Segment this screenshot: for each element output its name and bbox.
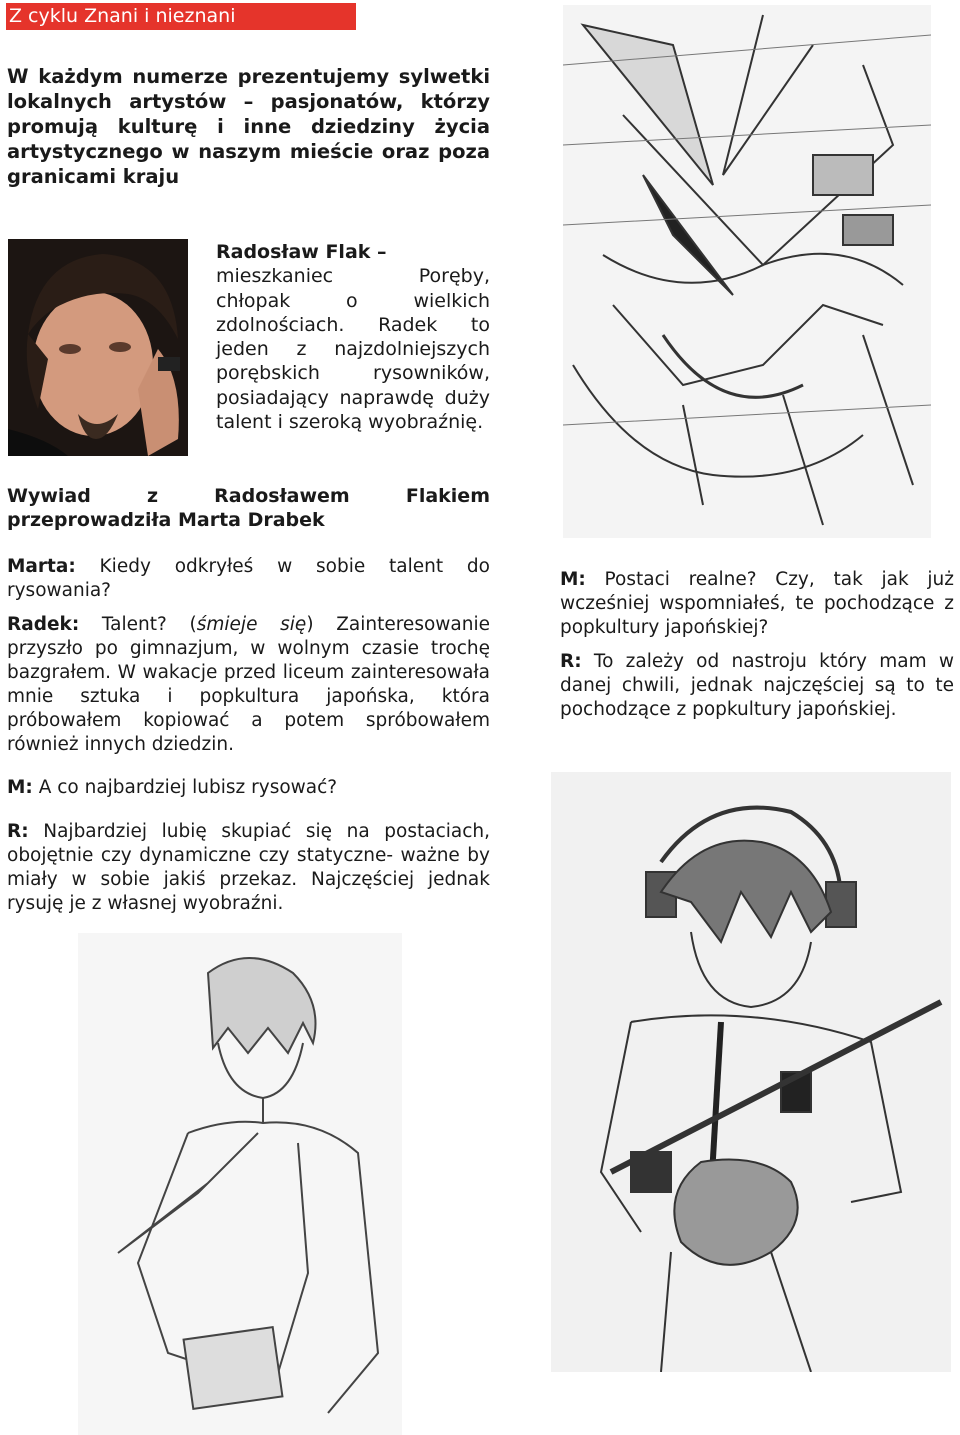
answer-text: ) Zainteresowanie przyszło po gimnazjum, w wolnym czasie trochę bazgrałem. W wakacje przed liceum zainteresowała mnie sztuka i popkultura japońska, która próbowałem kopiować a potem spróbowałem również innych dziedzin. [7, 614, 490, 755]
interview-answer [560, 650, 954, 722]
guitar-player-drawing [551, 772, 951, 1372]
guitar-sketch-image [551, 772, 951, 1372]
boy-with-tie-drawing [78, 933, 402, 1435]
interview-byline: Wywiad z Radosławem Flakiem przeprowadziła Marta Drabek [7, 485, 490, 531]
interview-question [560, 568, 954, 640]
interview-question [7, 776, 490, 800]
interview-question [7, 555, 490, 603]
artist-name: Radosław Flak – [216, 241, 387, 263]
artist-bio [216, 240, 490, 434]
boy-sketch-image [78, 933, 402, 1435]
robot-sketch-image [563, 5, 931, 538]
robot-drawing [563, 5, 931, 538]
stage-direction: śmieje się [196, 614, 307, 635]
question-text: A co najbardziej lubisz rysować? [32, 777, 338, 798]
intro-paragraph: W każdym numerze prezentujemy sylwetki lokalnych artystów – pasjonatów, którzy promują kulturę i inne dziedziny życia artystycznego w naszym mieście oraz poza granicami kraju [7, 65, 490, 188]
portrait-image [8, 239, 188, 456]
answer-text: Talent? ( [79, 614, 197, 635]
speaker-label: Radek: [7, 614, 80, 635]
question-text: Kiedy odkryłeś w sobie talent do rysowania? [7, 556, 490, 601]
speaker-label: R: [560, 651, 582, 672]
speaker-label: M: [560, 569, 586, 590]
interview-answer [7, 820, 490, 916]
speaker-label: R: [7, 821, 29, 842]
speaker-label: Marta: [7, 556, 76, 577]
answer-text: To zależy od nastroju który mam w danej chwili, jednak najczęściej są to te pochodzące z popkultury japońskiej. [560, 651, 954, 720]
interview-answer [7, 613, 490, 757]
question-text: Postaci realne? Czy, tak jak już wcześniej wspomniałeś, te pochodzące z popkultury japońskiej? [560, 569, 954, 638]
speaker-label: M: [7, 777, 33, 798]
section-title: Z cyklu Znani i nieznani [6, 3, 356, 30]
artist-bio-text: mieszkaniec Poręby, chłopak o wielkich zdolnościach. Radek to jeden z najzdolniejszych porębskich rysowników, posiadający naprawdę duży talent i szeroką wyobraźnię. [216, 265, 490, 434]
answer-text: Najbardziej lubię skupiać się na postaciach, obojętnie czy dynamiczne czy statyczne- ważne by miały w sobie jakiś przekaz. Najczęściej jednak rysuję je z własnej wyobraźni. [7, 821, 490, 914]
artist-portrait-photo [8, 239, 188, 456]
